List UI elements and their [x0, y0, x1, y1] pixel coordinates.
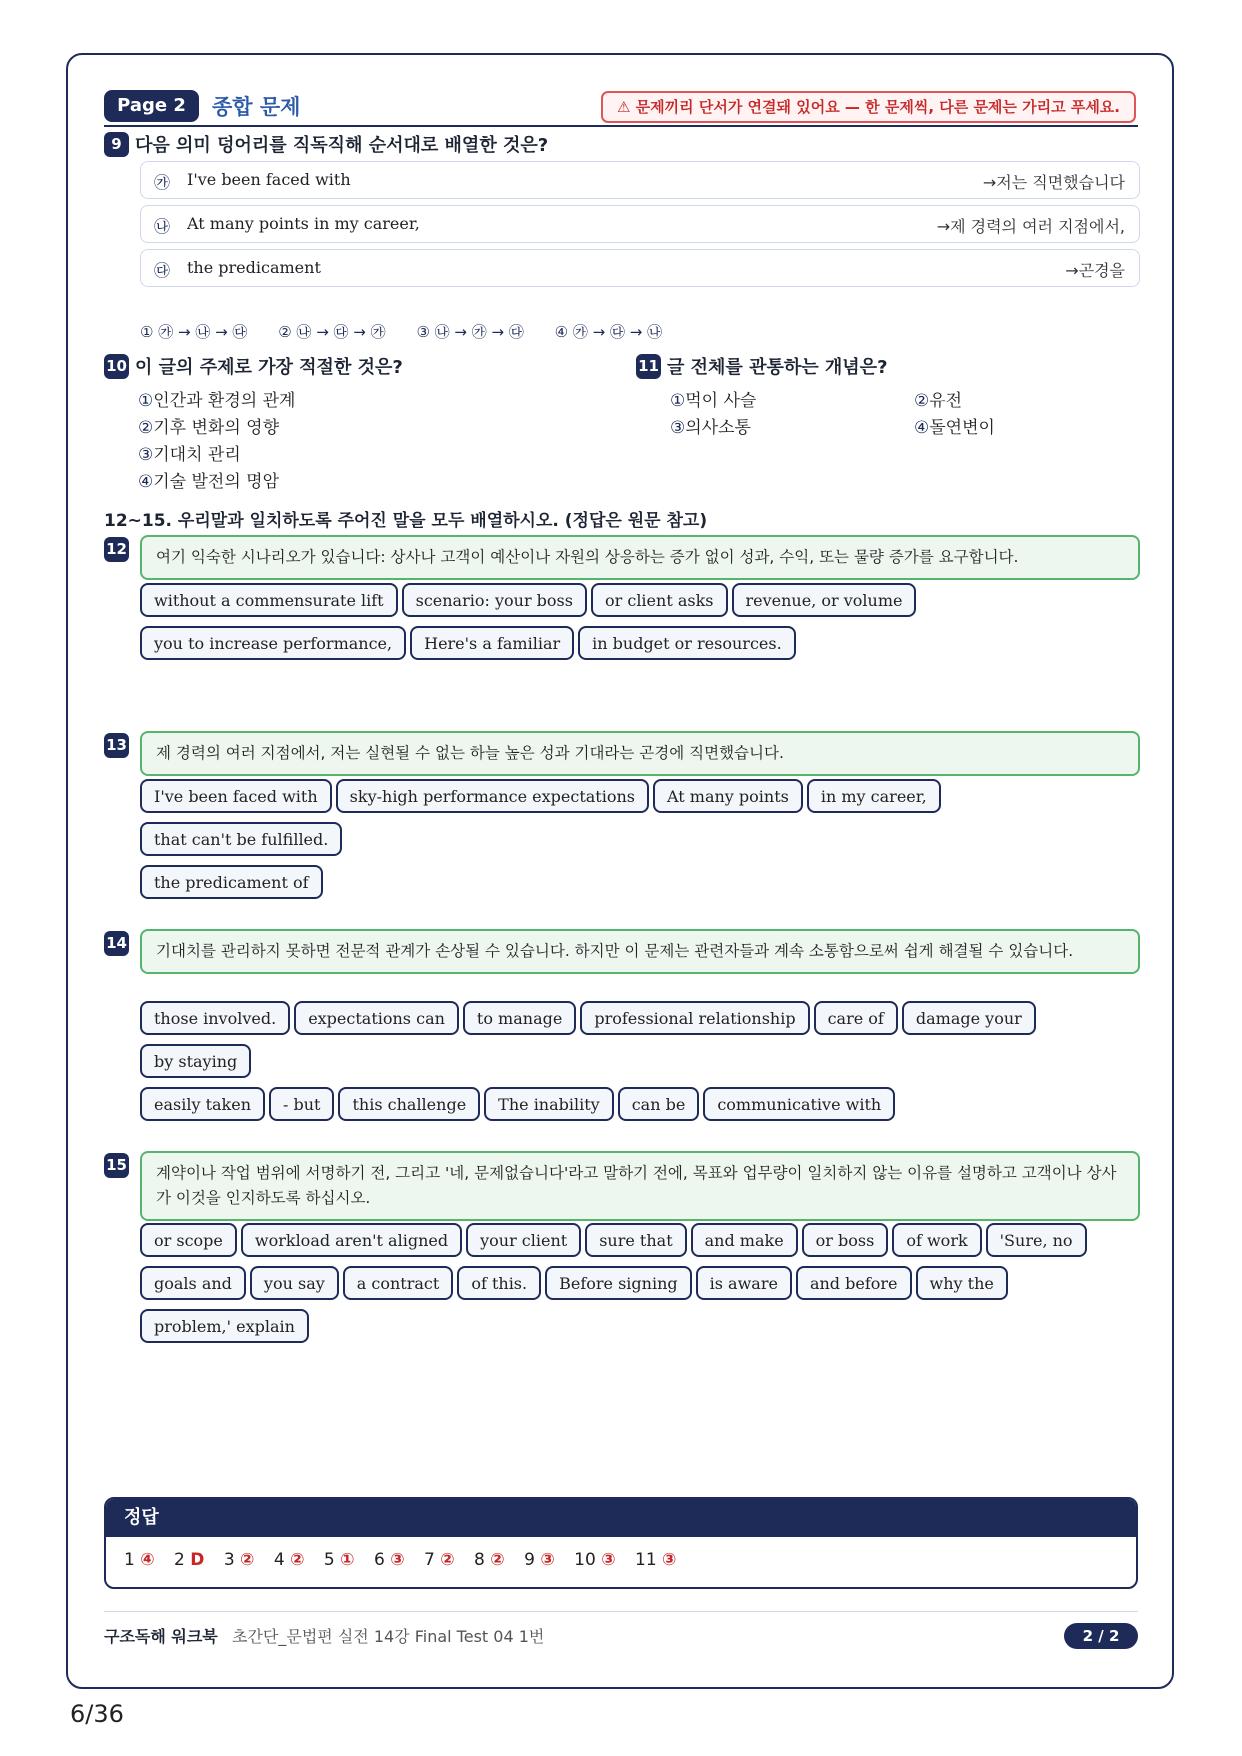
question-15-number: 15 [104, 1153, 129, 1178]
word-chip[interactable]: scenario: your boss [402, 583, 587, 617]
word-chip[interactable]: sky-high performance expectations [336, 779, 649, 813]
answer-item: 5 ① [323, 1550, 355, 1570]
page-footer [104, 1611, 1138, 1652]
word-chip[interactable]: communicative with [703, 1087, 895, 1121]
chunk-english: the predicament [187, 258, 321, 277]
answer-item: 11 ③ [635, 1550, 677, 1570]
word-chips [140, 1223, 1150, 1352]
footer-brand: 구조독해 워크북 [104, 1627, 218, 1646]
question-12-number: 12 [104, 537, 129, 562]
answer-item: 10 ③ [574, 1550, 616, 1570]
word-chip[interactable]: expectations can [294, 1001, 459, 1035]
word-chip[interactable]: a contract [343, 1266, 454, 1300]
option-1[interactable]: ① ㉮ → ㉯ → ㉰ [140, 323, 248, 341]
answer-item: 9 ③ [524, 1550, 555, 1570]
answer-item: 7 ② [424, 1550, 455, 1570]
word-chip[interactable]: easily taken [140, 1087, 265, 1121]
answer-item: 4 ② [273, 1550, 305, 1570]
chunk-korean: →제 경력의 여러 지점에서, [936, 217, 1125, 236]
word-chip[interactable]: of work [892, 1223, 981, 1257]
word-chip[interactable]: you say [250, 1266, 339, 1300]
answer-item: 1 ④ [124, 1550, 155, 1570]
answer-item: 6 ③ [373, 1550, 405, 1570]
answer-item: 3 ② [223, 1550, 255, 1570]
word-chip[interactable]: without a commensurate lift [140, 583, 398, 617]
word-chip[interactable]: revenue, or volume [732, 583, 917, 617]
option-4[interactable]: ④기술 발전의 명암 [138, 472, 280, 492]
word-chip[interactable]: At many points [653, 779, 803, 813]
chunk-english: I've been faced with [187, 170, 351, 189]
chunk-mark: ㉰ [154, 261, 171, 280]
option-2[interactable]: ②유전 [914, 391, 963, 411]
page-badge: Page 2 [104, 90, 199, 122]
answer-title: 정답 [106, 1499, 1136, 1537]
word-chip[interactable]: to manage [463, 1001, 576, 1035]
word-chip[interactable]: can be [618, 1087, 700, 1121]
chunk-korean: →곤경을 [1065, 261, 1125, 280]
korean-prompt: 기대치를 관리하지 못하면 전문적 관계가 손상될 수 있습니다. 하지만 이 문제는 관련자들과 계속 소통함으로써 쉽게 해결될 수 있습니다. [140, 929, 1140, 974]
section-title: 종합 문제 [212, 95, 301, 119]
korean-prompt: 제 경력의 여러 지점에서, 저는 실현될 수 없는 하늘 높은 성과 기대라는 곤경에 직면했습니다. [140, 731, 1140, 776]
word-chip[interactable]: your client [466, 1223, 581, 1257]
word-chip[interactable]: The inability [484, 1087, 614, 1121]
question-9-heading [104, 131, 548, 157]
chunk-row [140, 205, 1140, 243]
chunk-mark: ㉯ [154, 217, 171, 236]
word-chip[interactable]: sure that [585, 1223, 686, 1257]
word-chip[interactable]: or boss [802, 1223, 889, 1257]
word-chip[interactable]: damage your [902, 1001, 1036, 1035]
word-chip[interactable]: Before signing [545, 1266, 692, 1300]
question-number: 10 [104, 354, 129, 379]
answer-box [104, 1497, 1138, 1589]
word-chip[interactable]: those involved. [140, 1001, 290, 1035]
answer-item: 2 D [174, 1550, 205, 1570]
word-chip[interactable]: care of [814, 1001, 898, 1035]
question-number: 9 [104, 132, 129, 157]
word-chips [140, 779, 1150, 908]
question-text: 글 전체를 관통하는 개념은? [667, 357, 888, 378]
word-chip[interactable]: 'Sure, no [986, 1223, 1087, 1257]
question-14-number: 14 [104, 931, 129, 956]
word-chip[interactable]: workload aren't aligned [241, 1223, 462, 1257]
option-3[interactable]: ③의사소통 [670, 418, 751, 438]
word-chip[interactable]: you to increase performance, [140, 626, 406, 660]
document-page-number: 6/36 [70, 1700, 124, 1728]
word-chips [140, 583, 1150, 669]
word-chip[interactable]: is aware [696, 1266, 792, 1300]
question-text: 이 글의 주제로 가장 적절한 것은? [135, 357, 403, 378]
word-chip[interactable]: Here's a familiar [410, 626, 574, 660]
word-chip[interactable]: of this. [457, 1266, 541, 1300]
question-10-heading [104, 353, 403, 379]
question-number: 11 [636, 354, 661, 379]
option-2[interactable]: ② ㉯ → ㉰ → ㉮ [278, 323, 386, 341]
section-instruction: 12~15. 우리말과 일치하도록 주어진 말을 모두 배열하시오. (정답은 원문 참고) [104, 511, 708, 531]
word-chip[interactable]: professional relationship [580, 1001, 809, 1035]
korean-prompt: 계약이나 작업 범위에 서명하기 전, 그리고 '네, 문제없습니다'라고 말하기 전에, 목표와 업무량이 일치하지 않는 이유를 설명하고 고객이나 상사가 이것을 인지하도록 하십시오. [140, 1151, 1140, 1221]
page-header [104, 89, 1138, 127]
footer-subtitle: 초간단_문법편 실전 14강 Final Test 04 1번 [232, 1627, 545, 1646]
question-text: 다음 의미 덩어리를 직독직해 순서대로 배열한 것은? [135, 135, 549, 156]
footer-page-badge: 2 / 2 [1064, 1623, 1138, 1649]
option-3[interactable]: ③ ㉯ → ㉮ → ㉰ [416, 323, 524, 341]
worksheet [104, 89, 1138, 1646]
option-4[interactable]: ④ ㉮ → ㉰ → ㉯ [554, 323, 663, 341]
warning-banner: ⚠ 문제끼리 단서가 연결돼 있어요 — 한 문제씩, 다른 문제는 가리고 푸세요. [601, 91, 1136, 123]
chunk-mark: ㉮ [154, 173, 171, 192]
word-chip[interactable]: that can't be fulfilled. [140, 822, 342, 856]
option-2[interactable]: ②기후 변화의 영향 [138, 418, 280, 438]
word-chip[interactable]: I've been faced with [140, 779, 332, 813]
word-chip[interactable]: in budget or resources. [578, 626, 796, 660]
word-chips [140, 1001, 1150, 1130]
chunk-row [140, 249, 1140, 287]
chunk-korean: →저는 직면했습니다 [982, 173, 1125, 192]
korean-prompt: 여기 익숙한 시나리오가 있습니다: 상사나 고객이 예산이나 자원의 상응하는 증가 없이 성과, 수익, 또는 물량 증가를 요구합니다. [140, 535, 1140, 580]
question-13-number: 13 [104, 733, 129, 758]
option-3[interactable]: ③기대치 관리 [138, 445, 241, 465]
answer-item: 8 ② [474, 1550, 505, 1570]
option-4[interactable]: ④돌연변이 [914, 418, 995, 438]
word-chip[interactable]: or client asks [591, 583, 728, 617]
word-chip[interactable]: and before [796, 1266, 912, 1300]
word-chip[interactable]: why the [916, 1266, 1008, 1300]
word-chip[interactable]: problem,' explain [140, 1309, 309, 1343]
question-9-options [140, 321, 688, 342]
option-1[interactable]: ①먹이 사슬 [670, 391, 757, 411]
question-11-heading [636, 353, 888, 379]
chunk-english: At many points in my career, [187, 214, 420, 233]
word-chip[interactable]: in my career, [807, 779, 941, 813]
chunk-row [140, 161, 1140, 199]
word-chip[interactable]: goals and [140, 1266, 246, 1300]
word-chip[interactable]: this challenge [338, 1087, 480, 1121]
answer-list [106, 1537, 1136, 1570]
word-chip[interactable]: the predicament of [140, 865, 323, 899]
word-chip[interactable]: and make [691, 1223, 798, 1257]
option-1[interactable]: ①인간과 환경의 관계 [138, 391, 296, 411]
word-chip[interactable]: or scope [140, 1223, 237, 1257]
word-chip[interactable]: - but [269, 1087, 334, 1121]
word-chip[interactable]: by staying [140, 1044, 251, 1078]
